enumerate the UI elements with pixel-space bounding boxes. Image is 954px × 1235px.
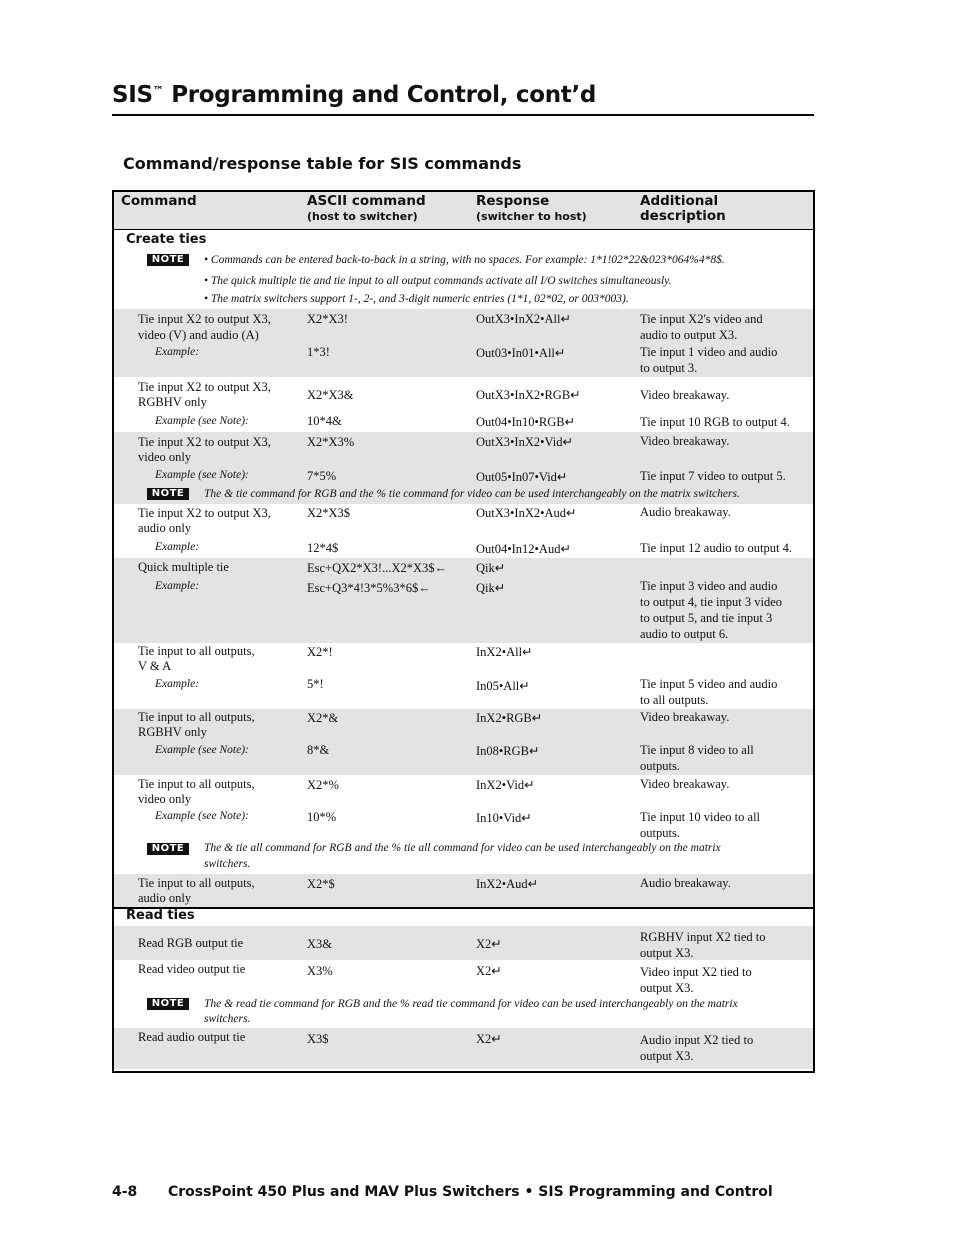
example-label: Example (see Note):	[155, 415, 249, 427]
row-response: InX2•RGB↵	[476, 711, 543, 725]
command-table	[112, 190, 815, 1073]
row-ascii: X2*%	[307, 778, 339, 792]
note-badge: NOTE	[147, 843, 189, 855]
row-command: Tie input to all outputs,	[138, 644, 255, 658]
row-response: InX2•Vid↵	[476, 778, 535, 792]
example-description: to output 4, tie input 3 video	[640, 595, 783, 609]
example-label: Example:	[155, 580, 200, 592]
example-label: Example:	[155, 346, 200, 358]
row-description: Audio breakaway.	[640, 876, 731, 890]
example-description: Tie input 8 video to all	[640, 743, 754, 757]
row-command: Read audio output tie	[138, 1030, 246, 1044]
note-badge: NOTE	[147, 254, 189, 266]
row-description: RGBHV input X2 tied to	[640, 930, 766, 944]
row-command: Read video output tie	[138, 962, 246, 976]
page-title: SIS™ Programming and Control, cont’d	[112, 82, 597, 108]
example-description: to output 3.	[640, 361, 698, 375]
row-ascii: X2*!	[307, 645, 333, 659]
example-label: Example (see Note):	[155, 744, 249, 756]
row-response: X2↵	[476, 937, 502, 951]
row-command: RGBHV only	[138, 395, 207, 409]
example-label: Example:	[155, 678, 200, 690]
row-response: X2↵	[476, 964, 502, 978]
example-label: Example (see Note):	[155, 810, 249, 822]
section-divider	[114, 907, 813, 909]
row-ascii: X3&	[307, 937, 332, 951]
example-response: Out05•In07•Vid↵	[476, 470, 568, 484]
example-description: to output 5, and tie input 3	[640, 611, 773, 625]
example-ascii: 7*5%	[307, 469, 337, 483]
example-ascii: 8*&	[307, 743, 330, 757]
note-badge: NOTE	[147, 998, 189, 1010]
row-ascii: X2*X3$	[307, 506, 351, 520]
row-description: audio to output X3.	[640, 328, 738, 342]
row-description: Audio breakaway.	[640, 505, 731, 519]
row-command: Tie input X2 to output X3,	[138, 312, 271, 326]
row-response: X2↵	[476, 1032, 502, 1046]
row-ascii: X2*X3!	[307, 312, 348, 326]
example-ascii: 1*3!	[307, 345, 330, 359]
note-text: The & tie all command for RGB and the % tie all command for video can be used interchangeably on the matrix	[204, 842, 721, 854]
header-description: Additional description	[640, 193, 726, 224]
row-description: output X3.	[640, 981, 694, 995]
row-command: Quick multiple tie	[138, 560, 229, 574]
example-response: In10•Vid↵	[476, 811, 532, 825]
row-description: Video breakaway.	[640, 777, 730, 791]
row-response: OutX3•InX2•All↵	[476, 312, 571, 326]
example-response: Out04•In12•Aud↵	[476, 542, 571, 556]
row-response: OutX3•InX2•Vid↵	[476, 435, 573, 449]
example-label: Example (see Note):	[155, 469, 249, 481]
example-description: outputs.	[640, 826, 680, 840]
row-description: Video breakaway.	[640, 710, 730, 724]
row-response: OutX3•InX2•Aud↵	[476, 506, 577, 520]
row-command: Tie input to all outputs,	[138, 710, 255, 724]
example-description: Tie input 7 video to output 5.	[640, 469, 786, 483]
row-ascii: X3$	[307, 1032, 329, 1046]
example-response: Out04•In10•RGB↵	[476, 415, 576, 429]
note-text: switchers.	[204, 1013, 251, 1025]
row-command: video only	[138, 792, 192, 806]
example-description: audio to output 6.	[640, 627, 729, 641]
row-command: Tie input to all outputs,	[138, 777, 255, 791]
row-response: InX2•All↵	[476, 645, 533, 659]
row-command: RGBHV only	[138, 725, 207, 739]
example-description: Tie input 10 video to all	[640, 810, 761, 824]
title-rule	[112, 114, 814, 116]
row-command: Tie input X2 to output X3,	[138, 506, 271, 520]
example-ascii: Esc+Q3*4!3*5%3*6$←	[307, 581, 431, 595]
row-description: Tie input X2's video and	[640, 312, 763, 326]
note-text: • The quick multiple tie and tie input to all output commands activate all I/O switches simultaneously.	[204, 275, 672, 287]
row-ascii: Esc+QX2*X3!...X2*X3$←	[307, 561, 448, 575]
example-response: Qik↵	[476, 581, 506, 595]
row-command: audio only	[138, 521, 192, 535]
row-command: Tie input X2 to output X3,	[138, 380, 271, 394]
row-description: Video breakaway.	[640, 434, 730, 448]
row-command: audio only	[138, 891, 192, 905]
table-subheading: Command/response table for SIS commands	[123, 154, 522, 173]
row-command: Tie input X2 to output X3,	[138, 435, 271, 449]
row-description: Video input X2 tied to	[640, 965, 752, 979]
row-ascii: X2*&	[307, 711, 339, 725]
header-response: Response (switcher to host)	[476, 193, 587, 223]
note-text: • Commands can be entered back-to-back in a string, with no spaces. For example: 1*1!02*22&023*064%4*8$.	[204, 254, 725, 266]
example-description: outputs.	[640, 759, 680, 773]
row-description: Audio input X2 tied to	[640, 1033, 754, 1047]
row-command: Tie input to all outputs,	[138, 876, 255, 890]
note-badge: NOTE	[147, 488, 189, 500]
page-number: 4-8	[112, 1184, 138, 1200]
row-response: OutX3•InX2•RGB↵	[476, 388, 581, 402]
row-ascii: X3%	[307, 964, 333, 978]
example-ascii: 5*!	[307, 677, 324, 691]
example-description: to all outputs.	[640, 693, 709, 707]
example-description: Tie input 3 video and audio	[640, 579, 778, 593]
footer-title: CrossPoint 450 Plus and MAV Plus Switchers • SIS Programming and Control	[168, 1184, 773, 1200]
row-command: Read RGB output tie	[138, 936, 244, 950]
header-ascii: ASCII command (host to switcher)	[307, 193, 426, 223]
example-ascii: 10*%	[307, 810, 337, 824]
row-command: V & A	[138, 659, 172, 673]
row-command: video (V) and audio (A)	[138, 328, 259, 342]
example-description: Tie input 1 video and audio	[640, 345, 778, 359]
example-ascii: 12*4$	[307, 541, 339, 555]
row-ascii: X2*$	[307, 877, 335, 891]
table-header	[114, 192, 813, 230]
example-response: In08•RGB↵	[476, 744, 540, 758]
note-text: • The matrix switchers support 1-, 2-, and 3-digit numeric entries (1*1, 02*02, or 003*003).	[204, 293, 629, 305]
note-text: switchers.	[204, 858, 251, 870]
row-description: output X3.	[640, 1049, 694, 1063]
example-label: Example:	[155, 541, 200, 553]
section-read-ties: Read ties	[126, 908, 195, 923]
section-create-ties: Create ties	[126, 232, 207, 247]
example-ascii: 10*4&	[307, 414, 342, 428]
note-text: The & tie command for RGB and the % tie command for video can be used interchangeably on the matrix switchers.	[204, 488, 740, 500]
example-description: Tie input 12 audio to output 4.	[640, 541, 792, 555]
row-command: video only	[138, 450, 192, 464]
example-description: Tie input 10 RGB to output 4.	[640, 415, 790, 429]
header-command: Command	[121, 193, 197, 209]
row-ascii: X2*X3&	[307, 388, 354, 402]
example-response: In05•All↵	[476, 679, 530, 693]
note-text: The & read tie command for RGB and the % read tie command for video can be used interchangeably on the matrix	[204, 998, 738, 1010]
row-description: output X3.	[640, 946, 694, 960]
row-ascii: X2*X3%	[307, 435, 355, 449]
row-response: InX2•Aud↵	[476, 877, 539, 891]
example-response: Out03•In01•All↵	[476, 346, 566, 360]
row-description: Video breakaway.	[640, 388, 730, 402]
example-description: Tie input 5 video and audio	[640, 677, 778, 691]
row-response: Qik↵	[476, 561, 506, 575]
